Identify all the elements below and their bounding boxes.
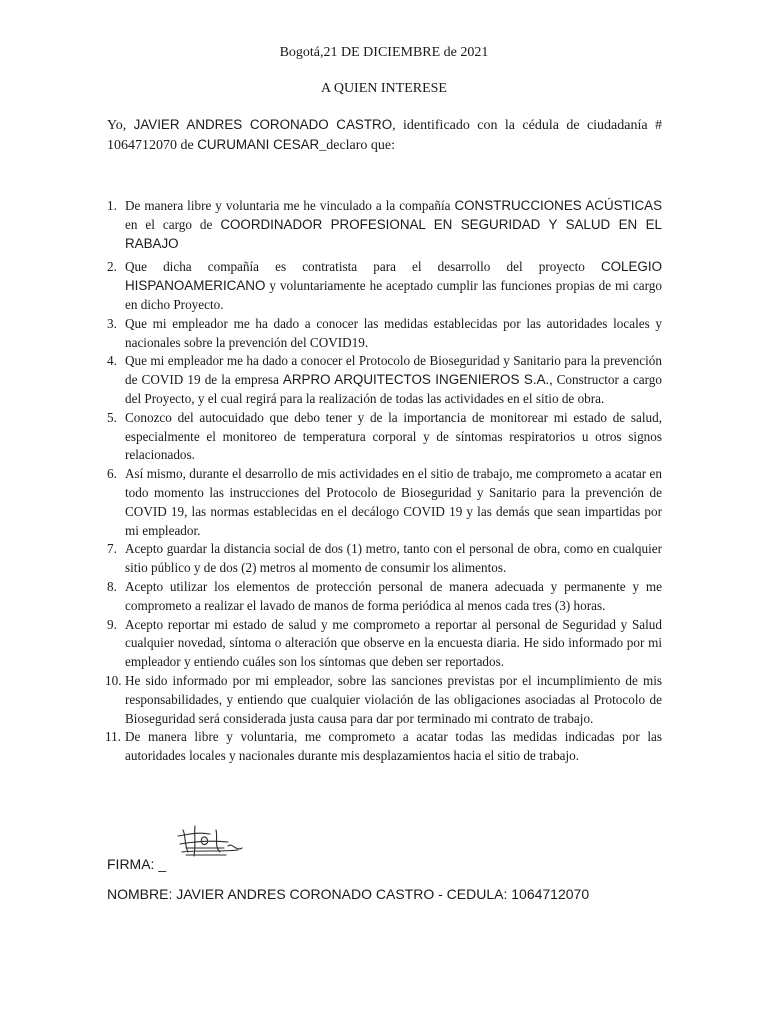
intro-middle: , identificado con la cédula de ciudadanía # [392, 118, 662, 133]
date-line: Bogotá,21 DE DICIEMBRE de 2021 [279, 45, 489, 60]
item-text: Así mismo, durante el desarrollo de mis actividades en el sitio de trabajo, me comprometo a acatar en todo momento las instrucciones del Protocolo de Bioseguridad y Sanitario para la prevención de COVID 19, las normas establecidas en el decálogo COVID 19 y las demás que sean impartidas por mi empleador. [125, 466, 662, 538]
item-number: 11. [105, 729, 121, 745]
signature-label: FIRMA: _ [107, 856, 167, 872]
list-item [107, 616, 662, 672]
item-text: Acepto reportar mi estado de salud y me comprometo a reportar al personal de Seguridad y Salud cualquier novedad, síntoma o alteración que observe en la encuesta diaria. He sido informado por mi empleador y entiendo cuáles son los síntomas que deben ser reportados. [125, 616, 662, 670]
company-name: CONSTRUCCIONES ACÚSTICAS [454, 198, 662, 213]
declaration-list [107, 192, 662, 766]
list-item [107, 352, 662, 408]
list-item [107, 465, 662, 540]
item-number: 5. [107, 409, 117, 425]
item-number: 8. [107, 578, 117, 594]
item-number: 2. [107, 259, 117, 275]
item-text: Que dicha compañía es contratista para el desarrollo del proyecto [125, 259, 601, 275]
item-text: Que mi empleador me ha dado a conocer las medidas establecidas por las autoridades locales y nacionales sobre la prevención del COVID19. [125, 315, 662, 350]
item-text: De manera libre y voluntaria, me comprometo a acatar todas las medidas indicadas por las autoridades locales y nacionales durante mis desplazamientos hacia el sitio de trabajo. [125, 729, 662, 764]
handwritten-signature [168, 822, 258, 862]
id-number: 1064712070 [107, 138, 177, 153]
item-number: 3. [107, 315, 117, 331]
item-number: 1. [107, 198, 117, 213]
item-text: Conozco del autocuidado que debo tener y de la importancia de monitorear mi estado de salud, especialmente el monitoreo de temperatura corporal y de síntomas respiratorios u otros signos relacionados. [125, 409, 662, 463]
name-id-line: NOMBRE: JAVIER ANDRES CORONADO CASTRO - CEDULA: 1064712070 [107, 886, 590, 902]
item-text: De manera libre y voluntaria me he vinculado a la compañía [125, 198, 455, 213]
list-item [107, 258, 662, 314]
list-item [107, 197, 662, 253]
document-heading: A QUIEN INTERESE [321, 81, 447, 96]
intro-paragraph [107, 115, 662, 155]
list-item [107, 540, 662, 578]
list-item [107, 409, 662, 465]
item-text: en el cargo de [125, 216, 221, 232]
list-item [107, 728, 662, 766]
job-title: COORDINADOR PROFESIONAL EN SEGURIDAD Y SALUD EN EL RABAJO [125, 216, 662, 251]
contractor-name: ARPRO ARQUITECTOS INGENIEROS S.A. [282, 372, 550, 388]
list-item [107, 578, 662, 616]
item-text: Acepto utilizar los elementos de protección personal de manera adecuada y permanente y me comprometo a realizar el lavado de manos de forma periódica al menos cada tres (3) horas. [125, 578, 662, 613]
item-text: Acepto guardar la distancia social de dos (1) metro, tanto con el personal de obra, como en cualquier sitio público y de dos (2) metros al momento de consumir los alimentos. [125, 541, 662, 576]
city: CURUMANI CESAR [197, 137, 320, 152]
item-text: Que mi empleador me ha dado a conocer el Protocolo de Bioseguridad y Sanitario para la prevención de COVID 19 de la empresa [125, 353, 662, 388]
item-number: 7. [107, 541, 117, 557]
intro-before-city: de [177, 138, 198, 153]
item-number: 10. [105, 672, 122, 688]
project-name: COLEGIO HISPANOAMERICANO [125, 259, 662, 294]
list-item [107, 672, 662, 728]
list-item [107, 315, 662, 353]
item-number: 4. [107, 353, 117, 369]
item-number: 9. [107, 616, 117, 632]
item-text: , Constructor a cargo del Proyecto, y el cual regirá para la realización de todas las actividades en el sitio de obra. [125, 372, 662, 406]
intro-suffix: _declaro que: [319, 138, 396, 153]
item-text: He sido informado por mi empleador, sobre las sanciones previstas por el incumplimiento de mis responsabilidades, y entiendo que cualquier violación de las obligaciones asociadas al Protocolo de Bioseguridad será considerada justa causa para dar por terminado mi contrato de trabajo. [125, 672, 662, 726]
intro-prefix: Yo, [107, 118, 134, 133]
item-text: y voluntariamente he aceptado cumplir las funciones propias de mi cargo en dicho Proyecto. [125, 278, 662, 312]
declarant-name: JAVIER ANDRES CORONADO CASTRO [133, 117, 393, 132]
item-number: 6. [107, 466, 117, 482]
